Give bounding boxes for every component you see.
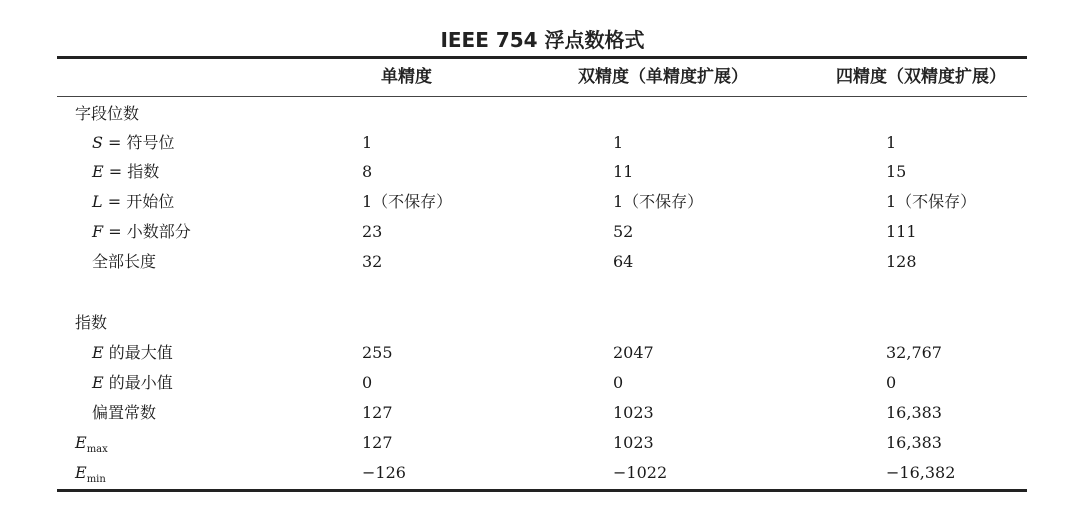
single-value: −126: [362, 463, 406, 482]
row-symbol: S: [92, 133, 103, 152]
table-row: [0, 309, 1085, 337]
single-value: 1（不保存）: [362, 192, 453, 211]
quad-value: 0: [886, 373, 897, 392]
quad-value: 1: [886, 133, 897, 152]
table-row: [0, 399, 1085, 427]
table-row: [0, 429, 1085, 457]
double-value: 2047: [613, 343, 654, 362]
table-row: [0, 369, 1085, 397]
double-value: 1（不保存）: [613, 192, 704, 211]
single-value: 127: [362, 403, 393, 422]
double-value: 52: [613, 222, 634, 241]
single-value: 23: [362, 222, 383, 241]
table-row: [0, 339, 1085, 367]
row-description: = 开始位: [102, 192, 175, 211]
quad-value: −16,382: [886, 463, 956, 482]
row-symbol: F: [92, 222, 104, 241]
table-title: IEEE 754 浮点数格式: [440, 28, 645, 52]
row-label: [92, 129, 175, 157]
row-description: = 指数: [103, 162, 160, 181]
row-symbol: E: [92, 343, 104, 362]
double-value: 1023: [613, 433, 654, 452]
table-row: [0, 100, 1085, 128]
table-row: [0, 188, 1085, 216]
double-value: 1023: [613, 403, 654, 422]
bottom-rule: [57, 489, 1027, 492]
header-quad-precision: 四精度（双精度扩展）: [836, 67, 1006, 87]
quad-value: 128: [886, 252, 917, 271]
top-rule: [57, 56, 1027, 59]
table-row: [0, 459, 1085, 487]
header-rule: [57, 96, 1027, 97]
row-label: 字段位数: [75, 104, 140, 123]
row-symbol: E: [92, 373, 104, 392]
row-label: 偏置常数: [92, 403, 157, 422]
double-value: −1022: [613, 463, 668, 482]
row-symbol: E: [75, 433, 87, 452]
row-description: 的最小值: [103, 373, 173, 392]
header-single-precision: 单精度: [381, 67, 432, 87]
single-value: 1: [362, 133, 373, 152]
quad-value: 16,383: [886, 433, 942, 452]
quad-value: 15: [886, 162, 907, 181]
quad-value: 32,767: [886, 343, 942, 362]
row-label: [92, 369, 173, 397]
row-label: [92, 339, 173, 367]
table-row: [0, 248, 1085, 276]
single-value: 32: [362, 252, 383, 271]
double-value: 11: [613, 162, 634, 181]
single-value: 255: [362, 343, 393, 362]
row-symbol: E: [75, 463, 87, 482]
header-double-precision: 双精度（单精度扩展）: [578, 67, 748, 87]
row-symbol: L: [92, 192, 103, 211]
table-row: [0, 218, 1085, 246]
row-description: 的最大值: [103, 343, 173, 362]
row-subscript: max: [86, 444, 108, 456]
table-header: [0, 62, 1085, 92]
table-row: [0, 129, 1085, 157]
row-description: = 符号位: [102, 133, 175, 152]
row-label: [92, 188, 174, 216]
row-description: = 小数部分: [103, 222, 191, 241]
single-value: 127: [362, 433, 393, 452]
row-subscript: min: [86, 474, 106, 486]
quad-value: 16,383: [886, 403, 942, 422]
row-symbol: E: [92, 162, 104, 181]
double-value: 0: [613, 373, 624, 392]
row-label: [92, 158, 159, 186]
quad-value: 111: [886, 222, 917, 241]
double-value: 1: [613, 133, 624, 152]
row-label: 指数: [75, 313, 108, 332]
single-value: 8: [362, 162, 373, 181]
table-row: [0, 158, 1085, 186]
row-label: 全部长度: [92, 252, 157, 271]
double-value: 64: [613, 252, 634, 271]
row-label: [92, 218, 191, 246]
single-value: 0: [362, 373, 373, 392]
quad-value: 1（不保存）: [886, 192, 977, 211]
